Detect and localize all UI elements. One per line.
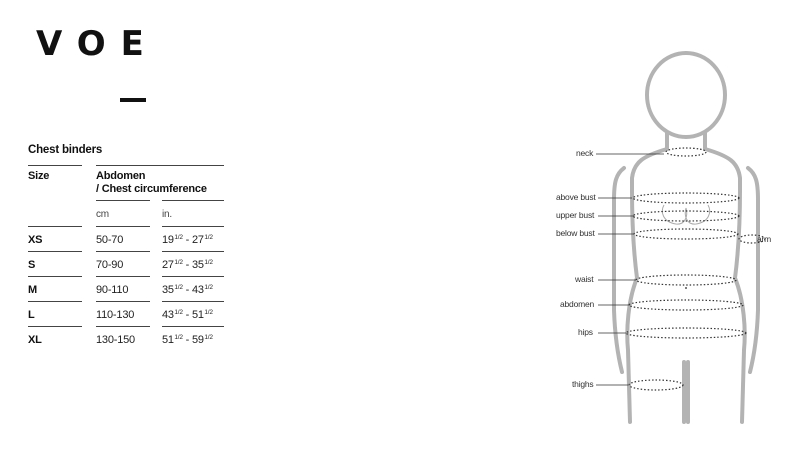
label-neck: neck <box>576 148 594 158</box>
below-bust-measure <box>634 229 738 239</box>
label-below-bust: below bust <box>556 228 595 238</box>
unit-in: in. <box>162 209 172 220</box>
table-rule <box>162 251 224 252</box>
in-max-fraction: 1/2 <box>204 284 213 291</box>
in-max: 27 <box>191 234 204 246</box>
header-measure-line2: / Chest circumference <box>96 183 207 195</box>
thighs-measure <box>629 380 683 390</box>
in-min: 35 <box>162 284 174 296</box>
in-min-fraction: 1/2 <box>174 284 183 291</box>
logo-underline <box>120 98 146 102</box>
row-cm: 50-70 <box>96 234 124 246</box>
label-hips: hips <box>578 327 593 337</box>
measurement-figure <box>548 50 800 430</box>
row-cm: 110-130 <box>96 309 135 321</box>
table-rule <box>28 251 82 252</box>
row-size: S <box>28 259 36 271</box>
row-size: XL <box>28 334 42 346</box>
label-arm: arm <box>757 234 772 244</box>
table-rule <box>28 301 82 302</box>
label-abdomen: abdomen <box>560 299 595 309</box>
label-waist: waist <box>575 274 594 284</box>
hips-measure <box>626 328 746 338</box>
in-max: 43 <box>191 284 204 296</box>
torso-outline <box>627 149 667 422</box>
unit-cm: cm <box>96 209 109 220</box>
in-max-fraction: 1/2 <box>204 259 213 266</box>
table-rule <box>162 326 224 327</box>
row-cm: 90-110 <box>96 284 129 296</box>
in-max-fraction: 1/2 <box>204 309 213 316</box>
table-rule <box>28 326 82 327</box>
header-size: Size <box>28 170 50 182</box>
table-rule <box>162 276 224 277</box>
row-size: M <box>28 284 37 296</box>
row-in: $19^{1/2} - 27^{1/2}$ <box>162 234 213 246</box>
in-min: 43 <box>162 309 174 321</box>
row-in: $43^{1/2} - 51^{1/2}$ <box>162 309 213 321</box>
table-rule <box>96 226 150 227</box>
abdomen-measure <box>629 300 743 310</box>
table-rule <box>96 165 224 166</box>
table-rule <box>96 251 150 252</box>
in-max: 59 <box>191 334 204 346</box>
row-cm: 130-150 <box>96 334 135 346</box>
size-table <box>28 142 228 346</box>
arm-outline <box>748 168 758 372</box>
torso-outline <box>705 149 745 422</box>
table-rule <box>162 200 224 201</box>
label-above-bust: above bust <box>556 192 596 202</box>
in-max: 51 <box>191 309 204 321</box>
row-size: L <box>28 309 35 321</box>
table-title: Chest binders <box>28 144 103 156</box>
table-rule <box>162 301 224 302</box>
in-min-fraction: 1/2 <box>174 309 183 316</box>
arm-outline <box>614 168 624 372</box>
neck-measure <box>666 148 706 156</box>
header-measure-line1: Abdomen <box>96 170 146 182</box>
navel-mark <box>685 287 687 289</box>
label-thighs: thighs <box>572 379 594 389</box>
in-min-fraction: 1/2 <box>174 334 183 341</box>
brand-logo <box>36 26 160 80</box>
in-min: 27 <box>162 259 174 271</box>
above-bust-measure <box>633 193 739 203</box>
row-in: $27^{1/2} - 35^{1/2}$ <box>162 259 213 271</box>
row-in: $35^{1/2} - 43^{1/2}$ <box>162 284 213 296</box>
table-rule <box>28 165 82 166</box>
label-upper-bust: upper bust <box>556 210 595 220</box>
in-min-fraction: 1/2 <box>174 259 183 266</box>
table-rule <box>28 226 82 227</box>
logo-text: VOE <box>36 24 159 64</box>
in-max-fraction: 1/2 <box>204 334 213 341</box>
in-min: 19 <box>162 234 174 246</box>
in-max-fraction: 1/2 <box>204 234 213 241</box>
row-size: XS <box>28 234 43 246</box>
row-in: $51^{1/2} - 59^{1/2}$ <box>162 334 213 346</box>
table-rule <box>96 326 150 327</box>
table-rule <box>96 200 150 201</box>
waist-measure <box>636 275 736 285</box>
row-cm: 70-90 <box>96 259 124 271</box>
in-min-fraction: 1/2 <box>174 234 183 241</box>
table-rule <box>96 276 150 277</box>
in-min: 51 <box>162 334 174 346</box>
head-outline <box>647 53 725 137</box>
in-max: 35 <box>191 259 204 271</box>
table-rule <box>96 301 150 302</box>
table-rule <box>28 276 82 277</box>
table-rule <box>162 226 224 227</box>
